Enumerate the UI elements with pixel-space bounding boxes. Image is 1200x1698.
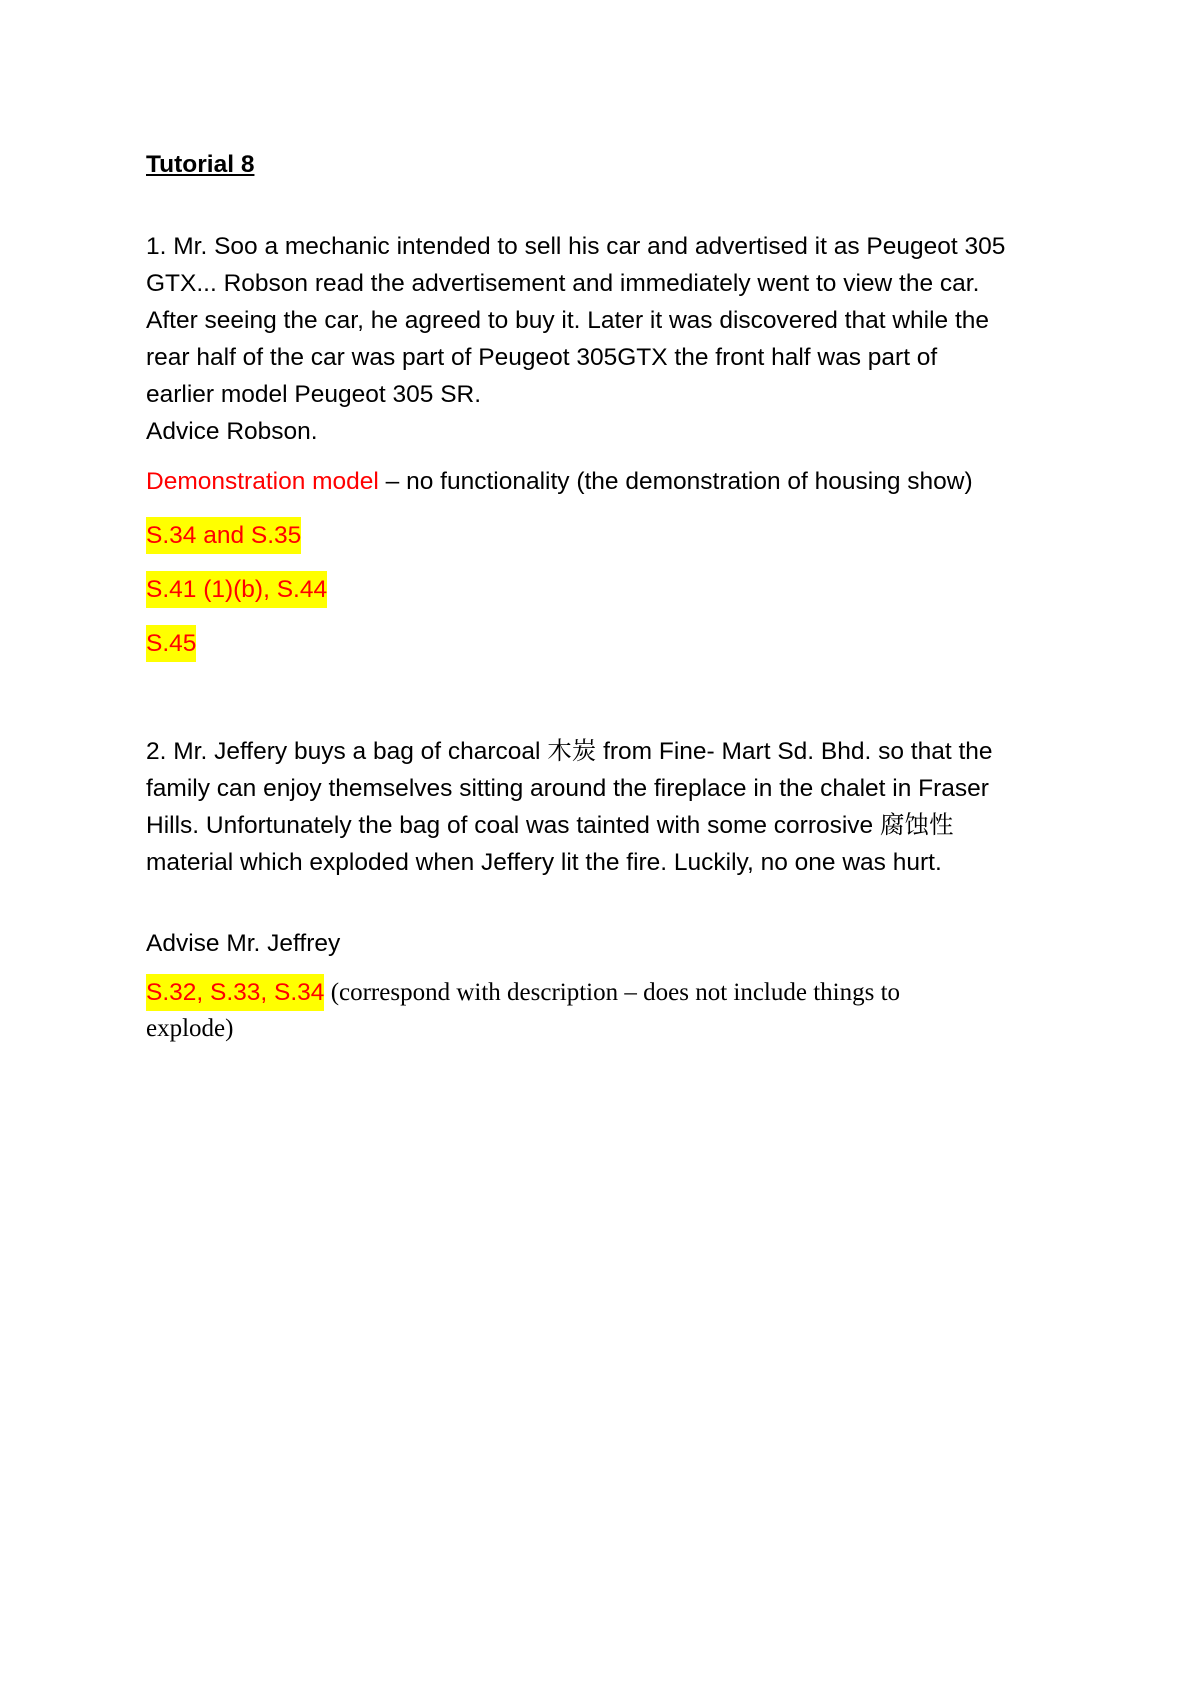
reference-line [146,625,1066,662]
question-2-text [146,733,1066,881]
answer-explanation: – no functionality (the demonstration of housing show) [378,468,973,495]
answer-keyword: Demonstration model [146,468,379,495]
question-1-line: 1. Mr. Soo a mechanic intended to sell his car and advertised it as Peugeot 305 [146,233,1006,260]
question-1-line: GTX... Robson read the advertisement and immediately went to view the car. [146,270,980,297]
document-title: Tutorial 8 [146,151,255,178]
answer-explanation: (correspond with description – does not include things to [324,979,901,1006]
question-1-line: After seeing the car, he agreed to buy it. Later it was discovered that while the [146,307,990,334]
question-1-line: rear half of the car was part of Peugeot 305GTX the front half was part of [146,344,938,371]
question-2-answer [146,974,1066,1046]
question-2-line: 2. Mr. Jeffery buys a bag of charcoal 木炭 from Fine- Mart Sd. Bhd. so that the [146,738,993,765]
answer-explanation-continued: explode) [146,1015,234,1042]
document-content [146,146,1066,1046]
section-reference-highlight: S.32, S.33, S.34 [146,974,324,1011]
reference-line [146,517,1066,554]
question-1-text [146,228,1066,413]
question-2-line: family can enjoy themselves sitting around the fireplace in the chalet in Fraser [146,775,989,802]
section-reference-highlight: S.34 and S.35 [146,517,301,554]
question-1-advice: Advice Robson. [146,418,318,445]
reference-line [146,571,1066,608]
question-2-advice: Advise Mr. Jeffrey [146,930,341,957]
question-1-line: earlier model Peugeot 305 SR. [146,381,482,408]
question-2-line: Hills. Unfortunately the bag of coal was tainted with some corrosive 腐蚀性 [146,812,954,839]
question-2-line: material which exploded when Jeffery lit the fire. Luckily, no one was hurt. [146,849,942,876]
section-reference-highlight: S.41 (1)(b), S.44 [146,571,327,608]
question-1-answer [146,463,1066,500]
section-reference-highlight: S.45 [146,625,196,662]
